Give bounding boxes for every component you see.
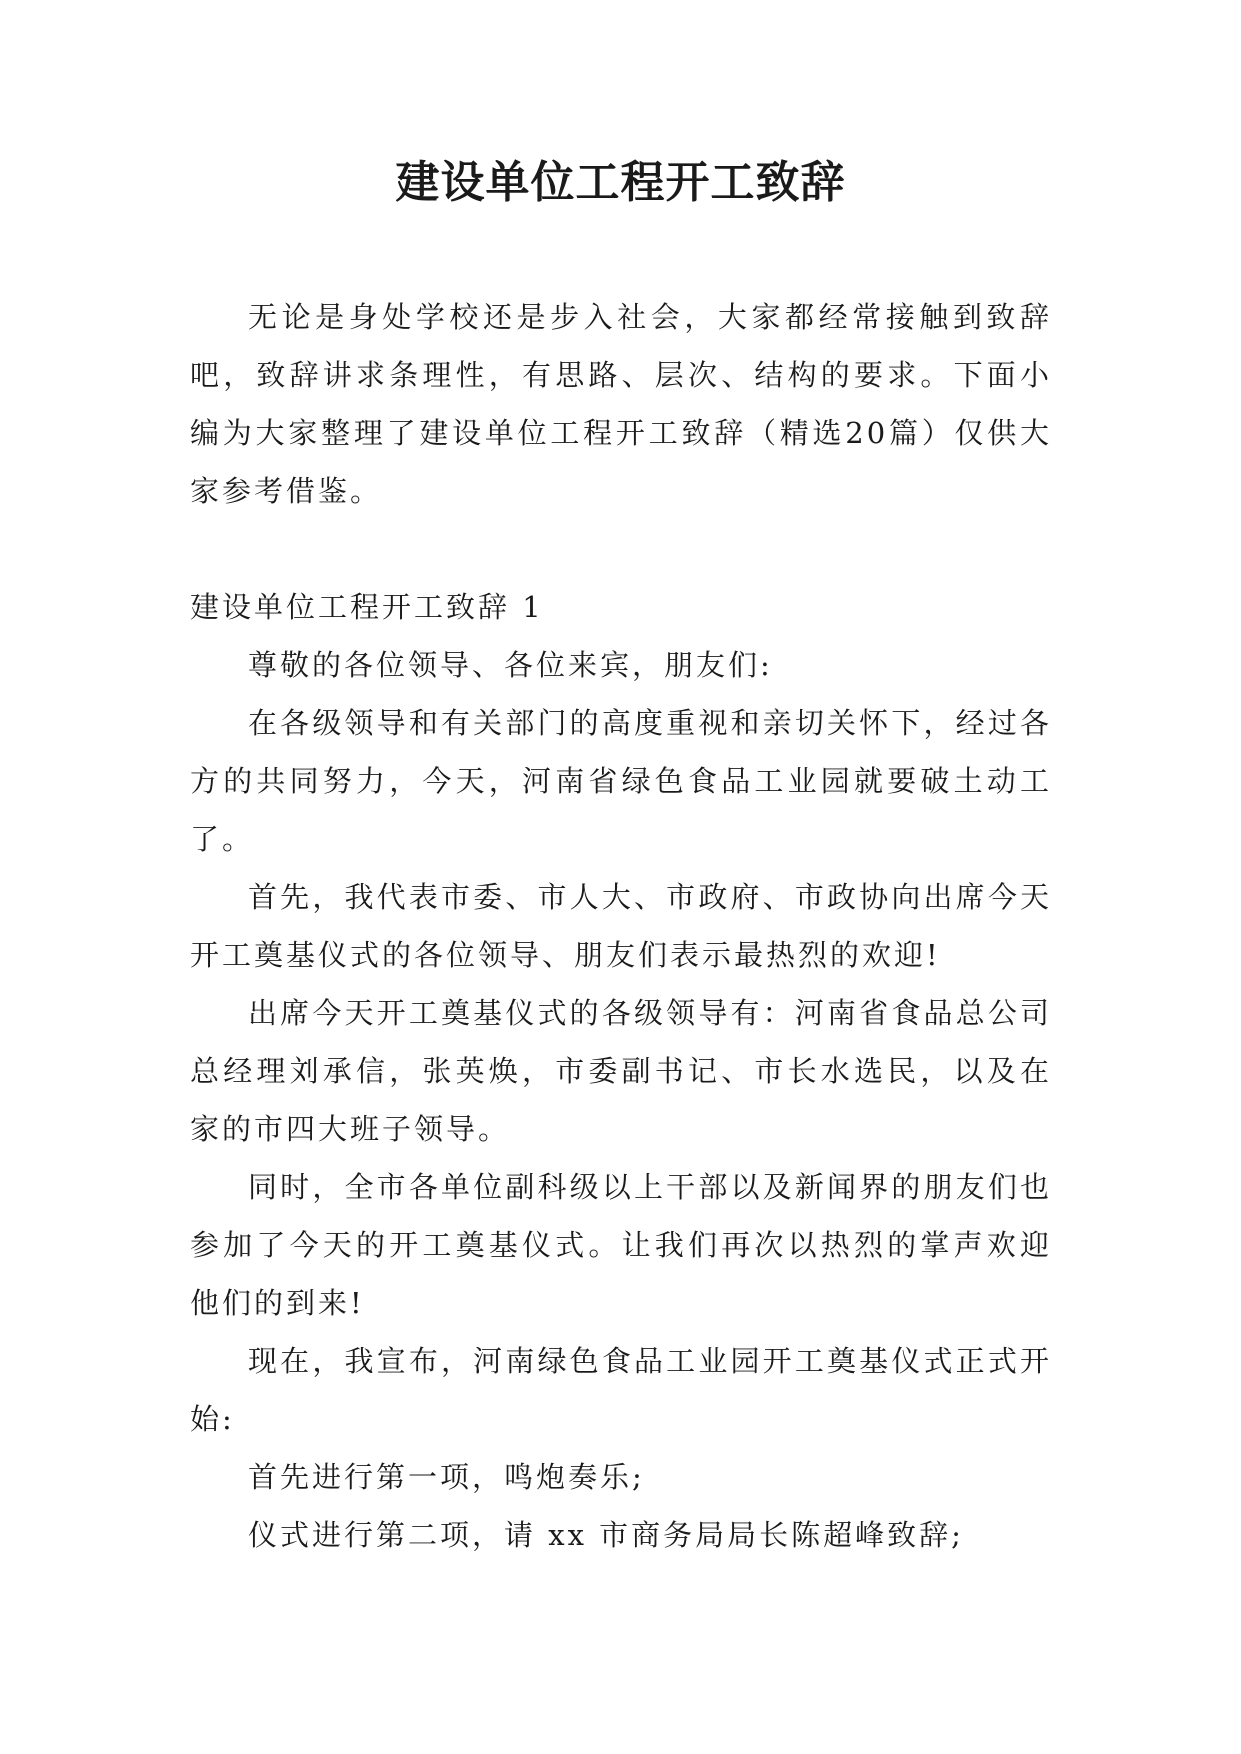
body-paragraph: 首先进行第一项，鸣炮奏乐;	[248, 1460, 645, 1494]
body-paragraph: 同时，全市各单位副科级以上干部以及新闻界的朋友们也参加了今天的开工奠基仪式。让我们再次以热烈的掌声欢迎他们的到来!	[190, 1170, 1052, 1320]
section-heading: 建设单位工程开工致辞 1	[190, 590, 544, 624]
body-paragraph-greeting: 尊敬的各位领导、各位来宾，朋友们:	[248, 648, 773, 682]
body-paragraph: 首先，我代表市委、市人大、市政府、市政协向出席今天开工奠基仪式的各位领导、朋友们表示最热烈的欢迎!	[190, 880, 1052, 972]
body-paragraph: 现在，我宣布，河南绿色食品工业园开工奠基仪式正式开始:	[190, 1344, 1052, 1436]
body-paragraph: 仪式进行第二项，请 xx 市商务局局长陈超峰致辞;	[248, 1518, 964, 1552]
body-paragraph: 在各级领导和有关部门的高度重视和亲切关怀下，经过各方的共同努力，今天，河南省绿色食品工业园就要破土动工了。	[190, 706, 1052, 856]
paragraph-spacer	[190, 520, 1052, 578]
document-title: 建设单位工程开工致辞	[395, 157, 846, 208]
intro-paragraph: 无论是身处学校还是步入社会，大家都经常接触到致辞吧，致辞讲求条理性，有思路、层次、结构的要求。下面小编为大家整理了建设单位工程开工致辞（精选20篇）仅供大家参考借鉴。	[190, 300, 1052, 508]
body-paragraph: 出席今天开工奠基仪式的各级领导有：河南省食品总公司总经理刘承信，张英焕，市委副书记、市长水选民，以及在家的市四大班子领导。	[190, 996, 1052, 1146]
document-body	[190, 288, 1052, 1564]
